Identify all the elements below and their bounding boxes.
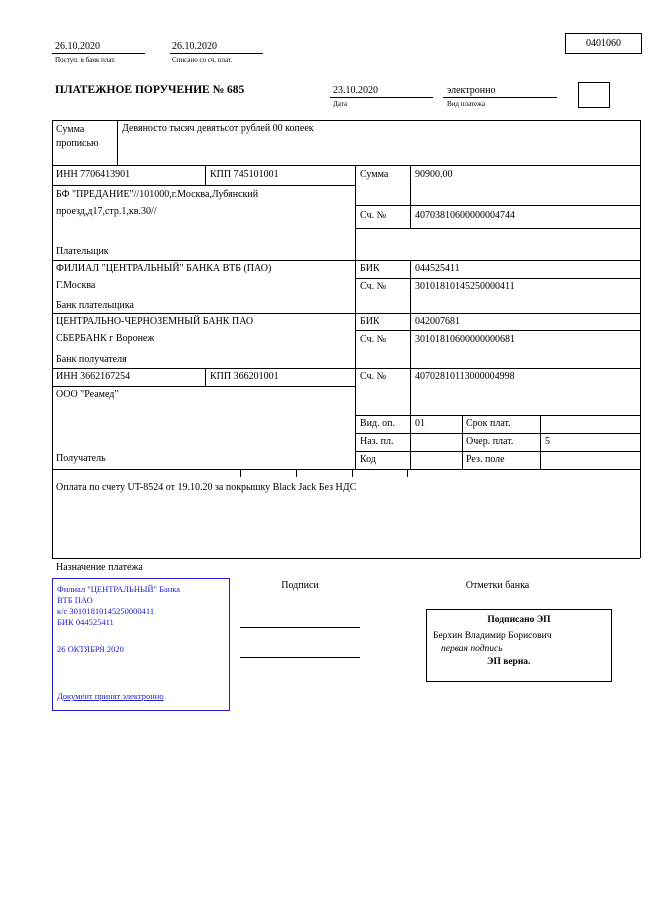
payment-purpose-label: Назначение платежа: [56, 562, 143, 573]
res-field-label: Рез. поле: [466, 454, 505, 465]
payment-type-label: Вид платежа: [447, 100, 486, 108]
grid-line: [355, 205, 640, 206]
grid-line: [52, 386, 355, 387]
payer-name-line2: проезд,д17,стр.1,кв.30//: [56, 206, 157, 217]
document-title: ПЛАТЕЖНОЕ ПОРУЧЕНИЕ № 685: [55, 84, 245, 96]
receiver-name: ООО "Реамед": [56, 389, 119, 400]
naz-pl-label: Наз. пл.: [360, 436, 394, 447]
op-kind-label: Вид. оп.: [360, 418, 395, 429]
payer-kpp: КПП 745101001: [210, 169, 279, 180]
tick-mark: [296, 469, 297, 477]
amount-words-value: Девяносто тысяч девятьсот рублей 00 копеек: [122, 123, 314, 134]
receiver-bank-account: 30101810600000000681: [415, 334, 515, 345]
bank-stamp-date: 26 ОКТЯБРЯ 2020: [57, 644, 124, 654]
received-in-bank-date: 26.10.2020: [55, 41, 100, 52]
grid-line: [355, 165, 356, 469]
receiver-bank-name-line2: СБЕРБАНК г Воронеж: [56, 333, 155, 344]
grid-line: [205, 368, 206, 386]
tick-mark: [240, 469, 241, 477]
receiver-inn: ИНН 3662167254: [56, 371, 131, 382]
underline: [330, 97, 433, 98]
receiver-account-label: Сч. №: [360, 371, 387, 382]
grid-line: [540, 415, 541, 469]
payer-bank-account: 30101810145250000411: [415, 281, 515, 292]
code-label: Код: [360, 454, 376, 465]
bank-stamp-footer: Документ принят электронно: [57, 691, 164, 701]
receiver-label: Получатель: [56, 453, 106, 464]
receiver-bank-label: Банк получателя: [56, 354, 127, 365]
underline: [170, 53, 263, 54]
grid-line: [355, 278, 640, 279]
payer-bank-name-line2: Г.Москва: [56, 280, 96, 291]
grid-line: [52, 260, 640, 261]
grid-line: [205, 165, 206, 185]
pay-term-label: Срок плат.: [466, 418, 511, 429]
received-in-bank-label: Поступ. в банк плат.: [55, 56, 116, 64]
receiver-account: 40702810113000004998: [415, 371, 515, 382]
payer-bank-bik: 044525411: [415, 263, 460, 274]
payment-type-box: [578, 82, 610, 108]
grid-line: [410, 260, 411, 469]
signature-line: [240, 657, 360, 658]
grid-line: [52, 120, 53, 558]
pay-order-label: Очер. плат.: [466, 436, 514, 447]
bank-stamp-line1: Филиал "ЦЕНТРАЛЬНЫЙ" Банка: [57, 584, 181, 594]
grid-line: [52, 120, 640, 121]
underline: [443, 97, 557, 98]
payer-account-label: Сч. №: [360, 210, 387, 221]
grid-line: [52, 165, 640, 166]
form-code-box: [565, 33, 642, 54]
document-date: 23.10.2020: [333, 85, 378, 96]
eds-signer-name: Берхин Владимир Борисович: [433, 631, 552, 641]
receiver-bank-name-line1: ЦЕНТРАЛЬНО-ЧЕРНОЗЕМНЫЙ БАНК ПАО: [56, 316, 254, 327]
amount-words-label: Сумма прописью: [56, 124, 99, 149]
grid-line: [52, 313, 640, 314]
underline: [52, 53, 145, 54]
receiver-bank-account-label: Сч. №: [360, 334, 387, 345]
payer-bank-account-label: Сч. №: [360, 281, 387, 292]
payer-bank-label: Банк плательщика: [56, 300, 134, 311]
grid-line: [410, 165, 411, 228]
payment-type: электронно: [447, 85, 496, 96]
eds-verified-note: ЭП верна.: [487, 657, 531, 667]
eds-signature-kind: первая подпись: [441, 644, 503, 654]
payer-bank-name-line1: ФИЛИАЛ "ЦЕНТРАЛЬНЫЙ" БАНКА ВТБ (ПАО): [56, 263, 272, 274]
grid-line: [52, 558, 640, 559]
signature-line: [240, 627, 360, 628]
grid-line: [355, 228, 640, 229]
bank-marks-header: Отметки банка: [465, 580, 530, 591]
document-date-label: Дата: [333, 100, 347, 108]
debited-label: Списано со сч. плат.: [172, 56, 233, 64]
bank-stamp-bik: БИК 044525411: [57, 617, 114, 627]
payment-purpose-text: Оплата по счету UT-8524 от 19.10.20 за покрышку Black Jack Без НДС: [56, 482, 357, 493]
payer-inn: ИНН 7706413901: [56, 169, 131, 180]
amount-label: Сумма: [360, 169, 389, 180]
form-code: 0401060: [586, 38, 621, 49]
grid-line: [52, 469, 640, 470]
payer-name-line1: БФ "ПРЕДАНИЕ"//101000,г.Москва,Лубянский: [56, 189, 259, 200]
pay-order-value: 5: [545, 436, 550, 447]
receiver-kpp: КПП 366201001: [210, 371, 279, 382]
payer-label: Плательщик: [56, 246, 109, 257]
grid-line: [462, 415, 463, 469]
receiver-bank-bik-label: БИК: [360, 316, 380, 327]
grid-line: [355, 433, 640, 434]
signatures-header: Подписи: [281, 580, 319, 591]
bank-stamp-corr-account: к/с 30101810145250000411: [57, 606, 155, 616]
receiver-bank-bik: 042007681: [415, 316, 460, 327]
grid-line: [355, 330, 640, 331]
payer-bank-bik-label: БИК: [360, 263, 380, 274]
grid-line: [52, 185, 355, 186]
payer-account: 40703810600000004744: [415, 210, 515, 221]
grid-line: [52, 368, 640, 369]
tick-mark: [352, 469, 353, 477]
eds-title: Подписано ЭП: [487, 615, 551, 625]
debited-date: 26.10.2020: [172, 41, 217, 52]
grid-line: [640, 120, 641, 558]
amount-value: 90900.00: [415, 169, 453, 180]
bank-stamp-line2: ВТБ ПАО: [57, 595, 93, 605]
tick-mark: [407, 469, 408, 477]
grid-line: [355, 451, 640, 452]
op-kind-value: 01: [415, 418, 425, 429]
grid-line: [355, 415, 640, 416]
grid-line: [117, 120, 118, 165]
